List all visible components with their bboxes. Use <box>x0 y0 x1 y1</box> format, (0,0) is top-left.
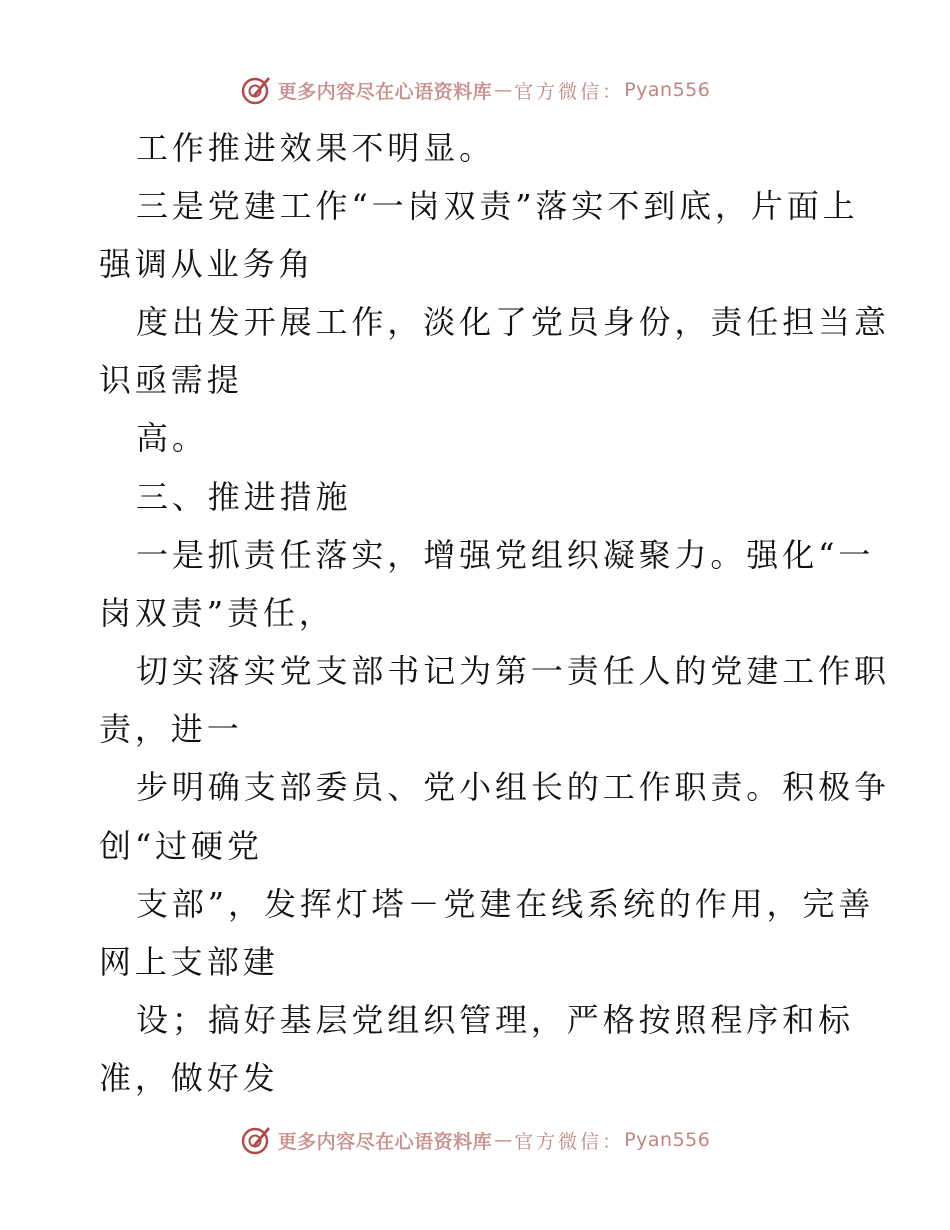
text-line: 设；搞好基层党组织管理，严格按照程序和标 <box>136 1001 855 1039</box>
watermark-wechat-label: 官方微信： <box>514 1130 625 1153</box>
watermark-main-text: 更多内容尽在心语资料库 <box>277 80 493 103</box>
text-line: 切实落实党支部书记为第一责任人的党建工作职 <box>136 652 890 690</box>
watermark-wechat-id: Pyan556 <box>624 79 711 101</box>
watermark-dash: — <box>494 1129 513 1151</box>
watermark-main-text: 更多内容尽在心语资料库 <box>277 1130 493 1153</box>
watermark-dash: — <box>494 79 513 101</box>
text-line: 三是党建工作“一岗双责”落实不到底，片面上 <box>136 187 859 225</box>
text-line: 准，做好发 <box>99 1059 279 1097</box>
watermark-wechat-label: 官方微信： <box>514 80 625 103</box>
quill-logo-icon <box>240 1124 272 1156</box>
watermark-wechat-id: Pyan556 <box>624 1129 711 1151</box>
header-watermark <box>0 70 950 110</box>
text-line: 一是抓责任落实，增强党组织凝聚力。强化“一 <box>136 536 875 574</box>
text-line: 岗双责”责任， <box>99 594 335 632</box>
text-line: 网上支部建 <box>99 943 279 981</box>
footer-watermark <box>0 1120 950 1160</box>
quill-logo-icon <box>240 74 272 106</box>
text-line: 步明确支部委员、党小组长的工作职责。积极争 <box>136 768 890 806</box>
text-line: 强调从业务角 <box>99 245 315 283</box>
section-heading: 三、推进措施 <box>136 478 352 516</box>
text-line: 工作推进效果不明显。 <box>136 129 496 167</box>
text-line: 责，进一 <box>99 710 243 748</box>
text-line: 创“过硬党 <box>99 827 263 865</box>
text-line: 支部”，发挥灯塔－党建在线系统的作用，完善 <box>136 885 875 923</box>
text-line: 高。 <box>136 419 208 457</box>
text-line: 识亟需提 <box>99 361 243 399</box>
text-line: 度出发开展工作，淡化了党员身份，责任担当意 <box>136 303 890 341</box>
